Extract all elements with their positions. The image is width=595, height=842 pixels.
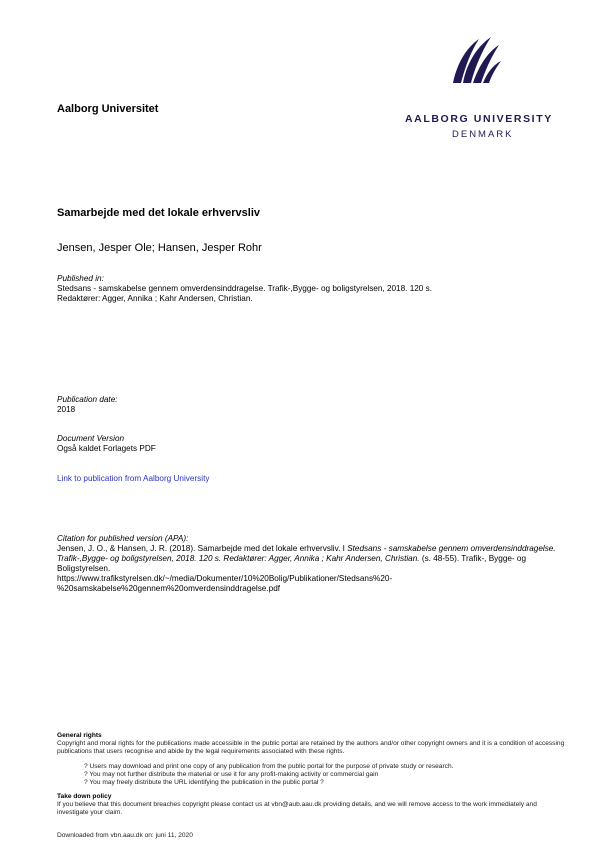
aau-wave-icon <box>405 35 565 113</box>
citation-label: Citation for published version (APA): <box>57 534 189 543</box>
general-rights-block <box>57 732 567 787</box>
publication-date-label: Publication date: <box>57 395 118 404</box>
logo-wordmark: AALBORG UNIVERSITY <box>405 113 553 125</box>
download-note: Downloaded from vbn.aau.dk on: juni 11, 2020 <box>57 832 193 839</box>
general-rights-heading: General rights <box>57 732 102 739</box>
citation-block <box>57 534 557 594</box>
publication-date-value: 2018 <box>57 405 76 414</box>
document-authors: Jensen, Jesper Ole; Hansen, Jesper Rohr <box>57 242 262 254</box>
document-version-label: Document Version <box>57 434 125 443</box>
published-in-line2: Redaktører: Agger, Annika ; Kahr Andersen, Christian. <box>57 294 253 303</box>
published-in-block <box>57 274 557 304</box>
citation-url1[interactable]: https://www.trafikstyrelsen.dk/~/media/Dokumenter/10%20Bolig/Publikationer/Stedsans%20- <box>57 574 393 583</box>
citation-url2[interactable]: %20samskabelse%20gennem%20omverdensinddragelse.pdf <box>57 584 281 593</box>
take-down-heading: Take down policy <box>57 793 112 800</box>
published-in-label: Published in: <box>57 274 104 283</box>
take-down-text: If you believe that this document breaches copyright please contact us at vbn@aub.aau.dk providing details, and we will remove access to the work immediately and investigate your claim. <box>57 801 537 816</box>
institution-name: Aalborg Universitet <box>57 103 159 115</box>
rights-item: ? Users may download and print one copy of any publication from the public portal for the purpose of private study or research. <box>84 763 454 770</box>
publication-date-block <box>57 395 557 415</box>
document-version-block <box>57 434 557 454</box>
rights-item: ? You may freely distribute the URL identifying the publication in the public portal ? <box>84 779 324 786</box>
aau-logo <box>405 35 565 145</box>
citation-source: Stedsans - samskabelse gennem omverdensinddragelse. Trafik-,Bygge- og boligstyrelsen, 2018. 120 s. Redaktører: Agger, Annika ; Kahr Andersen, Christian. <box>57 544 556 563</box>
publication-link[interactable]: Link to publication from Aalborg University <box>57 474 210 483</box>
citation-text <box>57 544 557 574</box>
document-version-value: Også kaldet Forlagets PDF <box>57 444 156 453</box>
logo-country: DENMARK <box>452 129 514 140</box>
document-title: Samarbejde med det lokale erhvervsliv <box>57 207 260 219</box>
published-in-line1: Stedsans - samskabelse gennem omverdensinddragelse. Trafik-,Bygge- og boligstyrelsen, 2018. 120 s. <box>57 284 433 293</box>
rights-item: ? You may not further distribute the material or use it for any profit-making activity or commercial gain <box>84 771 379 778</box>
citation-part1: Jensen, J. O., & Hansen, J. R. (2018). Samarbejde med det lokale erhvervsliv. I <box>57 544 348 553</box>
general-rights-text: Copyright and moral rights for the publications made accessible in the public portal are retained by the authors and/or other copyright owners and it is a condition of accessing publications that users recognise and abide by the legal requirements associated with these rights. <box>57 740 565 755</box>
citation-part2: (s. 48-55). Trafik-, Bygge- og Boligstyrelsen. <box>57 554 527 573</box>
take-down-block <box>57 793 567 817</box>
